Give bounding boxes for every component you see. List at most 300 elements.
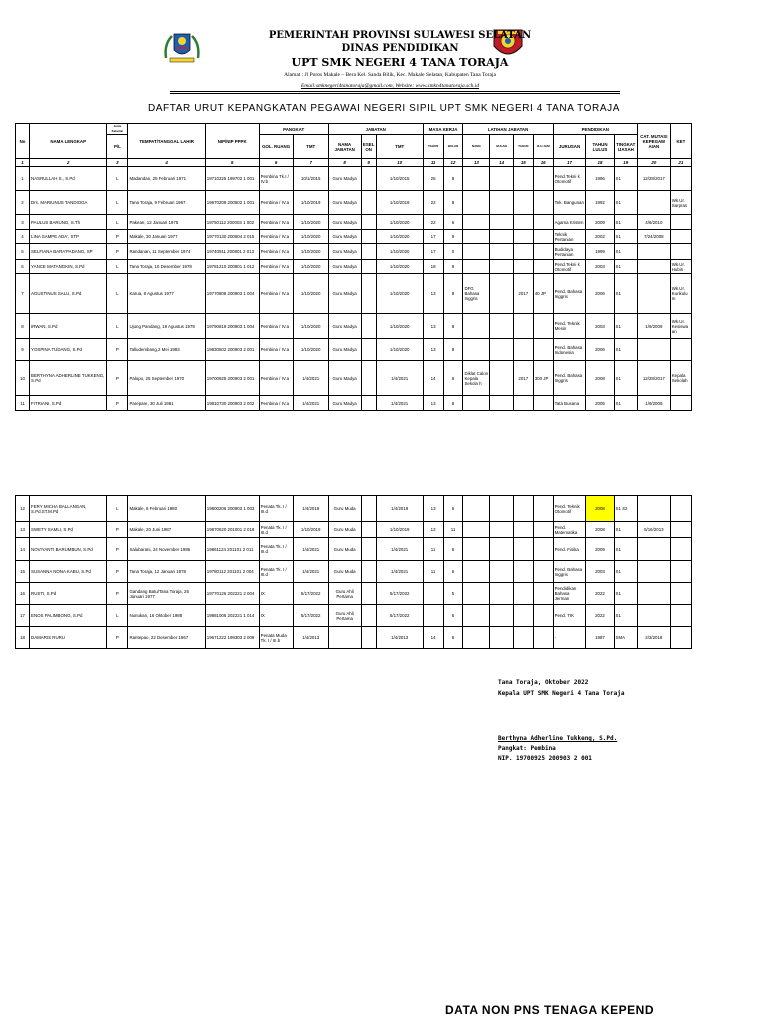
cell-nama: ENOS PALIMBONG, S.Pd xyxy=(30,605,107,627)
cell-ttl: Ujung Pandang, 19 Agustus 1979 xyxy=(128,314,205,339)
cell-gol: Penata Tk. I / III.d xyxy=(259,561,293,583)
cell-no: 4 xyxy=(16,230,30,244)
cell-lthn xyxy=(513,230,533,244)
cell-no: 6 xyxy=(16,260,30,274)
cell-ket xyxy=(670,583,691,605)
cell-ttl: Madandan, 25 Februari 1971 xyxy=(128,167,205,191)
cell-pl: L xyxy=(107,191,128,215)
cell-lnama xyxy=(463,244,490,260)
cell-mkb: 5 xyxy=(443,583,463,605)
cell-tmt: 1/4/2021 xyxy=(293,538,328,561)
cell-ting: S1 xyxy=(614,583,637,605)
cell-mkt: 13 xyxy=(423,339,443,361)
cell-tmtj: 1/10/2020 xyxy=(376,339,423,361)
cell-ket xyxy=(670,538,691,561)
cell-cat: 7/24/2008 xyxy=(637,230,670,244)
cell-mkb: 8 xyxy=(443,274,463,314)
cell-jur: Pendidikan Bahasa Jerman xyxy=(553,583,586,605)
cell-nama: SWETY SAMLI, S.Pd xyxy=(30,522,107,538)
cell-ket xyxy=(670,627,691,649)
cell-lbln xyxy=(490,361,513,396)
cell-tmt: 1/10/2020 xyxy=(293,314,328,339)
employee-table xyxy=(15,123,692,411)
cell-esl xyxy=(361,538,376,561)
cell-nip: 19770126 202221 2 004 xyxy=(205,583,259,605)
cell-pl: P xyxy=(107,561,128,583)
col-tmtjab-header: TMT xyxy=(376,135,423,159)
cell-ljam xyxy=(533,561,553,583)
table-row xyxy=(16,496,692,522)
cell-lnama xyxy=(463,260,490,274)
cell-ting: S1 xyxy=(614,260,637,274)
cell-gol: Pembina / IV.a xyxy=(259,230,293,244)
cell-ting: S1 xyxy=(614,538,637,561)
cell-ljam xyxy=(533,215,553,230)
cell-esl xyxy=(361,605,376,627)
cell-esl xyxy=(361,361,376,396)
cell-esl xyxy=(361,339,376,361)
cell-tmtj: 1/10/2020 xyxy=(376,244,423,260)
cell-tmtj: 1/4/2013 xyxy=(376,627,423,649)
cell-lulus: 2009 xyxy=(586,538,614,561)
document-title: DAFTAR URUT KEPANGKATAN PEGAWAI NEGERI SIPIL UPT SMK NEGERI 4 TANA TORAJA xyxy=(147,103,621,114)
cell-nip: 19750112 200003 1 002 xyxy=(205,215,259,230)
col-ket-header: KET xyxy=(670,124,691,159)
cell-ket: Wk.Ur. Sarpras xyxy=(670,191,691,215)
col-nip-header: NIP/NIP PPPK xyxy=(205,124,259,159)
cell-esl xyxy=(361,260,376,274)
cell-tmtj: 1/10/2020 xyxy=(376,215,423,230)
cell-jur: Teknik Pertanian xyxy=(553,230,586,244)
column-number-cell: 10 xyxy=(376,159,423,167)
cell-cat: 4/6/2010 xyxy=(637,215,670,230)
cell-ljam: 40 JP xyxy=(533,274,553,314)
col-jabatan-header: JABATAN xyxy=(328,124,423,135)
col-cat-header: CAT. MUTASI KEPEGAW AIAN xyxy=(637,124,670,159)
table-row xyxy=(16,522,692,538)
cell-tmt: 1/10/2020 xyxy=(293,339,328,361)
col-latihan-header: LATIHAN JABATAN xyxy=(463,124,553,135)
cell-ttl: Karua, 8 Agustus 1977 xyxy=(128,274,205,314)
cell-lthn xyxy=(513,339,533,361)
cell-mkb: 5 xyxy=(443,605,463,627)
cell-ljam xyxy=(533,339,553,361)
cell-lnama: Diklat Calon Kepala Sekola h xyxy=(463,361,490,396)
cell-esl xyxy=(361,496,376,522)
column-number-cell: 6 xyxy=(259,159,293,167)
cell-jur: Pend. Bahasa Inggris xyxy=(553,561,586,583)
column-number-cell: 15 xyxy=(513,159,533,167)
cell-esl xyxy=(361,167,376,191)
cell-pl: L xyxy=(107,274,128,314)
cell-ting: S1 xyxy=(614,274,637,314)
cell-nama: YOSPINA TUDANG, S.Pd xyxy=(30,339,107,361)
cell-jur: Pend. Bahasa Indonesia xyxy=(553,339,586,361)
cell-jur: Pend. Teknik Mesin xyxy=(553,314,586,339)
cell-lulus: 1999 xyxy=(586,244,614,260)
cell-ting: S1 xyxy=(614,339,637,361)
cell-tmt: 1/4/2021 xyxy=(293,561,328,583)
cell-lulus: 2002 xyxy=(586,230,614,244)
cell-esl xyxy=(361,274,376,314)
column-number-row xyxy=(16,159,692,167)
cell-lthn xyxy=(513,627,533,649)
cell-ttl: Parepare, 30 Juli 1981 xyxy=(128,396,205,411)
cell-lthn xyxy=(513,583,533,605)
cell-ttl: Palopo, 25 September 1970 xyxy=(128,361,205,396)
cell-ket xyxy=(670,230,691,244)
cell-lulus: 2003 xyxy=(586,314,614,339)
cell-lbln xyxy=(490,522,513,538)
cell-nip: 19800206 200903 1 003 xyxy=(205,496,259,522)
next-page-heading: DATA NON PNS TENAGA KEPEND xyxy=(445,1003,655,1017)
cell-tmt: 1/4/2013 xyxy=(293,627,328,649)
col-lulus-header: TAHUN LULUS xyxy=(586,135,614,159)
cell-pl: P xyxy=(107,244,128,260)
cell-lbln xyxy=(490,605,513,627)
cell-jab: Guru Madya xyxy=(328,396,361,411)
col-ttl-header: TEMPAT/TANGGAL LAHIR xyxy=(128,124,205,159)
cell-no: 14 xyxy=(16,538,30,561)
cell-nama: NASRULLAH S., S.Pd xyxy=(30,167,107,191)
cell-ket: Wk.Ur. Kesiswa an xyxy=(670,314,691,339)
cell-ting: S1 xyxy=(614,215,637,230)
cell-ttl: Makale, 20 Juni 1987 xyxy=(128,522,205,538)
table-row xyxy=(16,314,692,339)
col-jurusan-header: JURUSAN xyxy=(553,135,586,159)
cell-tmtj: 5/17/2022 xyxy=(376,583,423,605)
cell-lthn xyxy=(513,605,533,627)
signature-name: Berthyna Adherline Tukkeng, S.Pd. xyxy=(498,735,618,742)
cell-lbln xyxy=(490,538,513,561)
col-tmt-header: TMT xyxy=(293,135,328,159)
cell-ttl: Randanan, 11 September 1974 xyxy=(128,244,205,260)
cell-ket: Wk.Ur. Hubin xyxy=(670,260,691,274)
cell-cat: 1/9/2009 xyxy=(637,314,670,339)
cell-tmt: 1/10/2020 xyxy=(293,230,328,244)
cell-ting: S1 xyxy=(614,522,637,538)
cell-ttl: Gandang Batu/Tana Toraja, 26 Januari 1977 xyxy=(128,583,205,605)
header-divider xyxy=(170,93,620,94)
col-no-header: No xyxy=(16,124,30,159)
cell-lnama xyxy=(463,522,490,538)
cell-cat xyxy=(637,191,670,215)
cell-cat: 12/28/2017 xyxy=(637,361,670,396)
cell-ljam xyxy=(533,396,553,411)
cell-tmt: 1/10/2020 xyxy=(293,274,328,314)
cell-lthn xyxy=(513,538,533,561)
cell-mkt: 11 xyxy=(423,561,443,583)
cell-ket xyxy=(670,561,691,583)
cell-lthn xyxy=(513,522,533,538)
cell-mkb: 8 xyxy=(443,191,463,215)
cell-jab: Guru Madya xyxy=(328,191,361,215)
cell-mkb: 8 xyxy=(443,339,463,361)
cell-nip: 19700925 200903 2 001 xyxy=(205,361,259,396)
table-row xyxy=(16,274,692,314)
cell-mkt: 25 xyxy=(423,167,443,191)
column-number-cell: 21 xyxy=(670,159,691,167)
cell-mkt: 18 xyxy=(423,260,443,274)
cell-no: 2 xyxy=(16,191,30,215)
cell-lbln xyxy=(490,191,513,215)
cell-ttl: Makale, 6 Februari 1980 xyxy=(128,496,205,522)
cell-lbln xyxy=(490,396,513,411)
cell-ttl: Pakean, 12 Januari 1975 xyxy=(128,215,205,230)
cell-lthn xyxy=(513,244,533,260)
cell-ket xyxy=(670,244,691,260)
cell-cat xyxy=(637,605,670,627)
cell-ttl: Tana Toraja, 9 Februari 1967 xyxy=(128,191,205,215)
cell-nama: Drs. MARIUNUS TANDIOGA xyxy=(30,191,107,215)
header-divider xyxy=(170,91,620,92)
cell-nama: BERTHYNA ADHERLINE TUKKENG, S.Pd xyxy=(30,361,107,396)
cell-nama: IRWAN, S.Pd xyxy=(30,314,107,339)
cell-tmtj: 5/17/2022 xyxy=(376,605,423,627)
cell-jur: Tata Busana xyxy=(553,396,586,411)
table-row xyxy=(16,230,692,244)
cell-tmt: 1/4/2019 xyxy=(293,496,328,522)
cell-lulus: 1992 xyxy=(586,191,614,215)
cell-tmtj: 1/10/2020 xyxy=(376,274,423,314)
table-row xyxy=(16,167,692,191)
table-row xyxy=(16,605,692,627)
cell-cat: 1/9/2009 xyxy=(637,396,670,411)
cell-ttl: Tana Toraja, 10 Desember 1978 xyxy=(128,260,205,274)
column-number-cell: 17 xyxy=(553,159,586,167)
cell-lnama xyxy=(463,396,490,411)
col-gol-header: GOL. RUANG xyxy=(259,135,293,159)
cell-ljam xyxy=(533,583,553,605)
cell-no: 5 xyxy=(16,244,30,260)
cell-jur: Pend. TIK xyxy=(553,605,586,627)
cell-gol: Penata Tk. I / III.d xyxy=(259,496,293,522)
cell-tmtj: 1/10/2019 xyxy=(376,522,423,538)
cell-lulus: 2008 xyxy=(586,361,614,396)
cell-lnama xyxy=(463,191,490,215)
cell-esl xyxy=(361,522,376,538)
cell-ket xyxy=(670,215,691,230)
col-ljnama-header: NAMA xyxy=(463,135,490,159)
cell-jab xyxy=(328,627,361,649)
cell-mkt: 13 xyxy=(423,496,443,522)
cell-no: 17 xyxy=(16,605,30,627)
cell-nip: 19781210 200801 1 012 xyxy=(205,260,259,274)
cell-tmt: 5/17/2022 xyxy=(293,605,328,627)
cell-pl: L xyxy=(107,260,128,274)
cell-mkt: 14 xyxy=(423,361,443,396)
cell-lnama: DFG Bahasa Inggris xyxy=(463,274,490,314)
cell-lthn xyxy=(513,314,533,339)
cell-nip: 19740911 200801 2 013 xyxy=(205,244,259,260)
col-ljjam-header: JLH JAM xyxy=(533,135,553,159)
cell-tmt: 1/4/2021 xyxy=(293,396,328,411)
cell-jur: Pend. Matematika xyxy=(553,522,586,538)
table-row xyxy=(16,627,692,649)
column-number-cell: 20 xyxy=(637,159,670,167)
cell-gol: Pembina / IV.a xyxy=(259,191,293,215)
cell-esl xyxy=(361,244,376,260)
cell-jab: Guru Madya xyxy=(328,215,361,230)
cell-nip: 19861124 201101 2 011 xyxy=(205,538,259,561)
cell-lnama xyxy=(463,583,490,605)
cell-jab: Guru Muda xyxy=(328,538,361,561)
cell-pl: P xyxy=(107,538,128,561)
cell-lbln xyxy=(490,215,513,230)
cell-lulus: 2005 xyxy=(586,396,614,411)
cell-jab: Guru Madya xyxy=(328,260,361,274)
table-row xyxy=(16,215,692,230)
cell-mkt: 11 xyxy=(423,538,443,561)
cell-gol: Penata Muda Tk. I / III.b xyxy=(259,627,293,649)
column-number-cell: 9 xyxy=(361,159,376,167)
cell-pl: P xyxy=(107,361,128,396)
cell-mkb: 0 xyxy=(443,244,463,260)
cell-mkt: 22 xyxy=(423,215,443,230)
cell-tmt: 10/1/2015 xyxy=(293,167,328,191)
cell-lbln xyxy=(490,561,513,583)
cell-cat xyxy=(637,496,670,522)
cell-tmtj: 1/4/2019 xyxy=(376,496,423,522)
cell-mkt: 17 xyxy=(423,244,443,260)
cell-no: 9 xyxy=(16,339,30,361)
col-nama-header: NAMA LENGKAP xyxy=(30,124,107,159)
cell-mkt xyxy=(423,583,443,605)
cell-lulus: 2022 xyxy=(586,605,614,627)
cell-ket xyxy=(670,167,691,191)
cell-jur: Pend. Bahasa Inggris xyxy=(553,274,586,314)
header-email-link[interactable]: Email:smknegeri4tanatoraja@gmail.com, Website: www.smkn4tanatoraja.sch.id xyxy=(300,83,480,89)
cell-cat xyxy=(637,244,670,260)
cell-lulus: 2006 xyxy=(586,339,614,361)
cell-lbln xyxy=(490,167,513,191)
cell-ljam xyxy=(533,167,553,191)
column-number-cell: 1 xyxy=(16,159,30,167)
cell-nip: 19770130 200604 2 015 xyxy=(205,230,259,244)
cell-jab: Guru Muda xyxy=(328,561,361,583)
cell-lulus: 2003 xyxy=(586,260,614,274)
cell-nip: 19870620 201001 2 018 xyxy=(205,522,259,538)
signature-rank: Pangkat: Pembina xyxy=(498,745,556,752)
table-row xyxy=(16,339,692,361)
cell-tmt: 1/10/2019 xyxy=(293,191,328,215)
cell-lthn xyxy=(513,191,533,215)
cell-jur: Pend.Tekni k Otomotif xyxy=(553,260,586,274)
cell-nip: 19790819 200903 1 004 xyxy=(205,314,259,339)
cell-mkb: 6 xyxy=(443,561,463,583)
cell-lulus: 2006 xyxy=(586,274,614,314)
table-row xyxy=(16,561,692,583)
column-number-cell: 5 xyxy=(205,159,259,167)
cell-ting: S1 xyxy=(614,605,637,627)
cell-cat: 12/28/2017 xyxy=(637,167,670,191)
cell-nama: FITRIANI, S.Pd xyxy=(30,396,107,411)
cell-lulus: 1987 xyxy=(586,627,614,649)
cell-ting: S1 xyxy=(614,230,637,244)
cell-tmtj: 1/4/2021 xyxy=(376,538,423,561)
col-jk-header: Jenis Kelamin xyxy=(107,124,128,135)
cell-mkt: 13 xyxy=(423,396,443,411)
cell-lthn: 2017 xyxy=(513,274,533,314)
cell-lnama xyxy=(463,605,490,627)
cell-cat xyxy=(637,561,670,583)
column-number-cell: 2 xyxy=(30,159,107,167)
cell-ting: S1 xyxy=(614,191,637,215)
cell-lthn xyxy=(513,396,533,411)
cell-cat: 2/3/2018 xyxy=(637,627,670,649)
cell-lbln xyxy=(490,339,513,361)
cell-tmt: 1/10/2020 xyxy=(293,215,328,230)
cell-mkt: 17 xyxy=(423,230,443,244)
cell-ting: S1 xyxy=(614,244,637,260)
cell-gol: Pembina / IV.a xyxy=(259,274,293,314)
cell-lbln xyxy=(490,230,513,244)
cell-gol: Pembina Tk.I / IV.b xyxy=(259,167,293,191)
cell-lthn xyxy=(513,215,533,230)
cell-tmtj: 1/10/2020 xyxy=(376,260,423,274)
cell-ljam: 300 JP xyxy=(533,361,553,396)
cell-ket xyxy=(670,605,691,627)
cell-mkb: 9 xyxy=(443,230,463,244)
cell-ttl: Rantepao, 22 Desember 1967 xyxy=(128,627,205,649)
cell-tmtj: 1/10/2020 xyxy=(376,230,423,244)
cell-jab: Guru Madya xyxy=(328,361,361,396)
signature-place-date: Tana Toraja, Oktober 2022 xyxy=(498,679,589,686)
cell-ket xyxy=(670,339,691,361)
cell-mkb: 11 xyxy=(443,522,463,538)
cell-nama: SELFIANA BARA'PADANG, SP xyxy=(30,244,107,260)
cell-esl xyxy=(361,230,376,244)
cell-mkb: 6 xyxy=(443,627,463,649)
cell-lnama xyxy=(463,215,490,230)
cell-pl: P xyxy=(107,583,128,605)
cell-nip: 19780112 201101 2 004 xyxy=(205,561,259,583)
cell-jab: Guru Madya xyxy=(328,274,361,314)
cell-lbln xyxy=(490,583,513,605)
cell-lthn: 2017 xyxy=(513,361,533,396)
cell-esl xyxy=(361,191,376,215)
cell-mkb: 6 xyxy=(443,496,463,522)
table-row xyxy=(16,191,692,215)
cell-pl: L xyxy=(107,605,128,627)
cell-tmtj: 1/10/2020 xyxy=(376,314,423,339)
cell-tmtj: 1/4/2021 xyxy=(376,396,423,411)
cell-esl xyxy=(361,215,376,230)
cell-cat: 5/16/2013 xyxy=(637,522,670,538)
cell-no: 16 xyxy=(16,583,30,605)
cell-cat xyxy=(637,583,670,605)
cell-jab: Guru Madya xyxy=(328,230,361,244)
cell-tmt: 5/17/2022 xyxy=(293,583,328,605)
col-pendidikan-header: PENDIDIKAN xyxy=(553,124,637,135)
cell-lbln xyxy=(490,314,513,339)
col-mktahun-header: TAHUN xyxy=(423,135,443,159)
cell-gol: Pembina / IV.a xyxy=(259,396,293,411)
cell-nama: NOVIYANTI BARUMBUN, S.Pd xyxy=(30,538,107,561)
cell-pl: L xyxy=(107,314,128,339)
cell-ting: SMA xyxy=(614,627,637,649)
cell-pl: P xyxy=(107,627,128,649)
cell-ttl: Tana Toraja, 12 Januari 1978 xyxy=(128,561,205,583)
cell-mkb: 8 xyxy=(443,314,463,339)
col-ljtahun-header: TAHUN xyxy=(513,135,533,159)
cell-nip: 19830502 200903 2 001 xyxy=(205,339,259,361)
cell-lulus: 2008 xyxy=(586,522,614,538)
col-masakerja-header: MASA KERJA xyxy=(423,124,463,135)
cell-ttl: Talludembang,2 Mei 1983 xyxy=(128,339,205,361)
cell-cat xyxy=(637,538,670,561)
cell-lnama xyxy=(463,538,490,561)
